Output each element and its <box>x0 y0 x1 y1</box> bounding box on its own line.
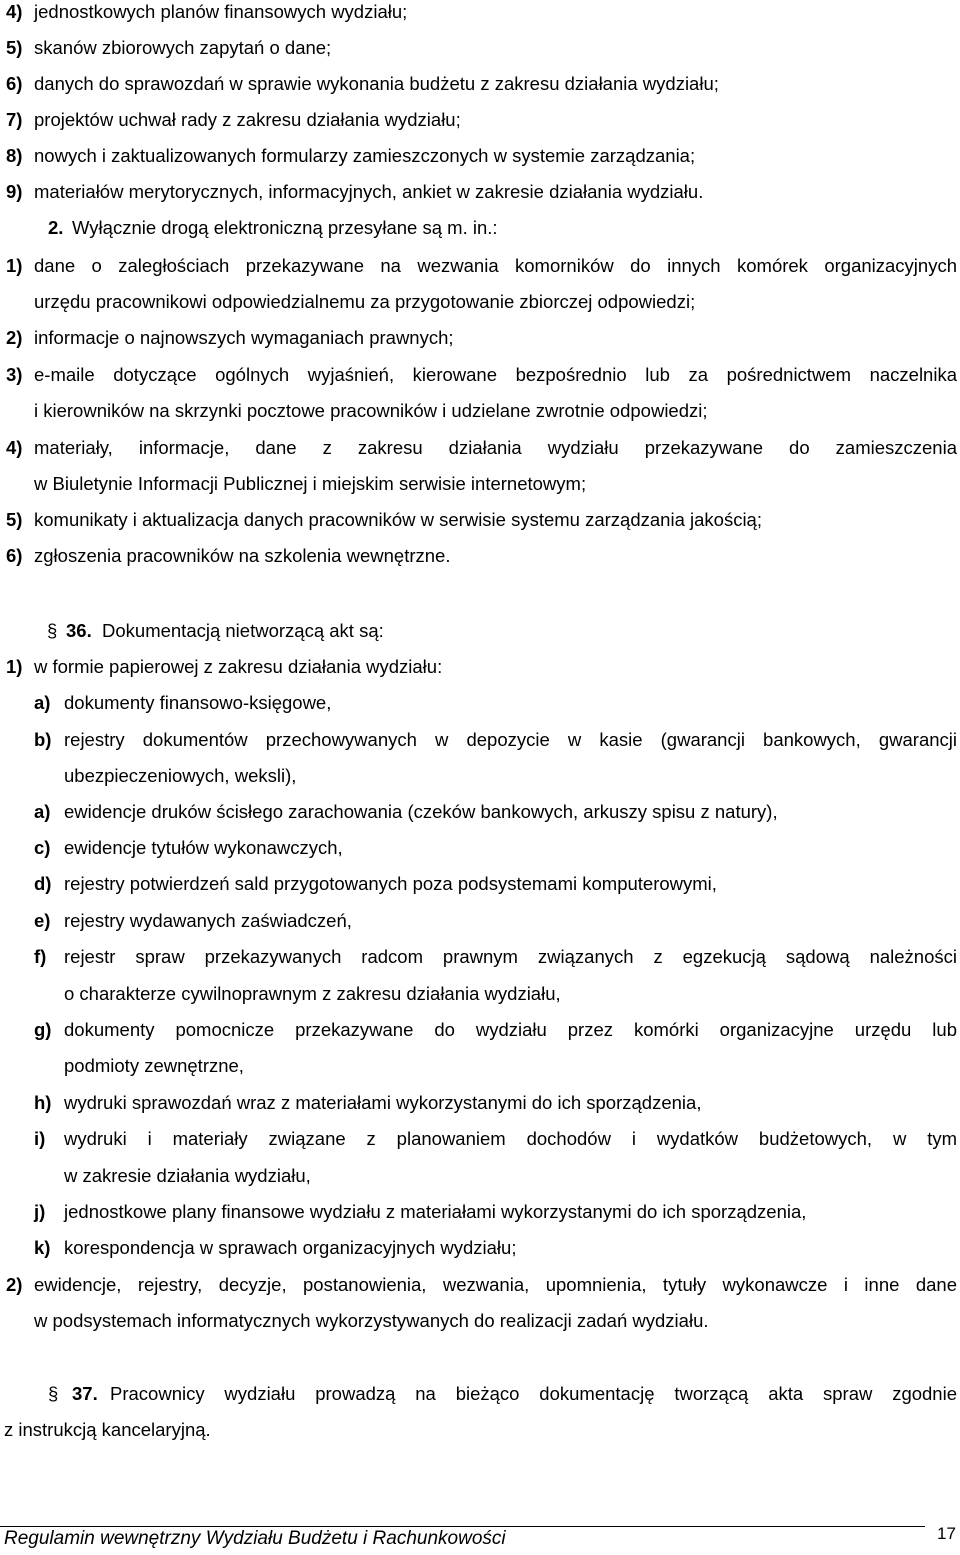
item-number: 9) <box>6 181 23 202</box>
item-number: 6) <box>6 73 23 94</box>
sub-list-item <box>0 801 960 823</box>
item-number: 2) <box>6 1274 23 1295</box>
list-item <box>0 73 960 95</box>
list-item <box>0 545 960 567</box>
item-letter: j) <box>34 1201 46 1222</box>
sub-list-item <box>0 873 960 895</box>
sub-list-item-continuation <box>0 1165 960 1187</box>
list-item <box>0 145 960 167</box>
item-text: dane o zaległościach przekazywane na wezwania komorników do innych komórek organizacyjnych <box>34 255 957 276</box>
sub-list-item <box>0 946 960 968</box>
item-number: 4) <box>6 437 23 458</box>
item-text: rejestry potwierdzeń sald przygotowanych poza podsystemami komputerowymi, <box>64 873 717 894</box>
item-text: korespondencja w sprawach organizacyjnych wydziału; <box>64 1237 517 1258</box>
item-letter: g) <box>34 1019 52 1040</box>
item-text: projektów uchwał rady z zakresu działania wydziału; <box>34 109 461 130</box>
list-item-continuation <box>0 400 960 422</box>
item-text: skanów zbiorowych zapytań o dane; <box>34 37 332 58</box>
item-text: nowych i zaktualizowanych formularzy zamieszczonych w systemie zarządzania; <box>34 145 696 166</box>
item-text: i kierowników na skrzynki pocztowe pracowników i udzielane zwrotnie odpowiedzi; <box>34 400 708 421</box>
item-number: 7) <box>6 109 23 130</box>
item-text: podmioty zewnętrzne, <box>64 1055 244 1076</box>
sub-list-item <box>0 729 960 751</box>
item-text: e-maile dotyczące ogólnych wyjaśnień, kierowane bezpośrednio lub za pośrednictwem naczelnika <box>34 364 957 385</box>
item-text: rejestry dokumentów przechowywanych w depozycie w kasie (gwarancji bankowych, gwarancji <box>64 729 957 750</box>
section-sign: § <box>48 1383 59 1404</box>
sub-list-item <box>0 692 960 714</box>
item-letter: c) <box>34 837 51 858</box>
list-item <box>0 37 960 59</box>
item-text: informacje o najnowszych wymaganiach prawnych; <box>34 327 454 348</box>
list-item <box>0 1 960 23</box>
section-number: 2. <box>48 217 64 238</box>
item-text: materiałów merytorycznych, informacyjnych, ankiet w zakresie działania wydziału. <box>34 181 704 202</box>
item-text: wydruki sprawozdań wraz z materiałami wykorzystanymi do ich sporządzenia, <box>64 1092 702 1113</box>
item-text: ewidencje tytułów wykonawczych, <box>64 837 343 858</box>
item-text: dokumenty pomocnicze przekazywane do wydziału przez komórki organizacyjne urzędu lub <box>64 1019 957 1040</box>
item-text: komunikaty i aktualizacja danych pracowników w serwisie systemu zarządzania jakością; <box>34 509 762 530</box>
paragraph-37 <box>0 1383 960 1405</box>
sub-list-item <box>0 1092 960 1114</box>
list-item <box>0 181 960 203</box>
paragraph-text: z instrukcją kancelaryjną. <box>4 1419 211 1440</box>
item-number: 3) <box>6 364 23 385</box>
item-letter: i) <box>34 1128 46 1149</box>
item-number: 6) <box>6 545 23 566</box>
item-number: 1) <box>6 255 23 276</box>
item-text: ubezpieczeniowych, weksli), <box>64 765 297 786</box>
item-text: rejestr spraw przekazywanych radcom prawnym związanych z egzekucją sądową należności <box>64 946 957 967</box>
item-letter: d) <box>34 873 52 894</box>
item-text: urzędu pracownikowi odpowiedzialnemu za przygotowanie zbiorczej odpowiedzi; <box>34 291 696 312</box>
item-text: w formie papierowej z zakresu działania wydziału: <box>34 656 443 677</box>
footer-title: Regulamin wewnętrzny Wydziału Budżetu i Rachunkowości <box>4 1528 506 1549</box>
item-letter: h) <box>34 1092 52 1113</box>
sub-list-item <box>0 1019 960 1041</box>
item-letter: f) <box>34 946 47 967</box>
item-text: jednostkowych planów finansowych wydziału; <box>34 1 408 22</box>
item-number: 1) <box>6 656 23 677</box>
paragraph-36-heading <box>0 620 960 642</box>
paragraph-number: 37. <box>72 1383 98 1404</box>
sub-list-item-continuation <box>0 1055 960 1077</box>
item-text: jednostkowe plany finansowe wydziału z materiałami wykorzystanymi do ich sporządzenia, <box>64 1201 807 1222</box>
item-number: 4) <box>6 1 23 22</box>
item-text: w zakresie działania wydziału, <box>64 1165 311 1186</box>
item-text: dokumenty finansowo-księgowe, <box>64 692 332 713</box>
section-text: Wyłącznie drogą elektroniczną przesyłane są m. in.: <box>72 217 498 238</box>
list-item <box>0 656 960 678</box>
paragraph-text: Pracownicy wydziału prowadzą na bieżąco dokumentację tworzącą akta spraw zgodnie <box>110 1383 957 1404</box>
item-text: o charakterze cywilnoprawnym z zakresu działania wydziału, <box>64 983 561 1004</box>
sub-list-item <box>0 837 960 859</box>
item-letter: k) <box>34 1237 51 1258</box>
item-letter: a) <box>34 801 51 822</box>
footer-divider <box>0 1526 925 1527</box>
sub-list-item-continuation <box>0 983 960 1005</box>
item-text: materiały, informacje, dane z zakresu działania wydziału przekazywane do zamieszczenia <box>34 437 957 458</box>
paragraph-text: Dokumentacją nietworzącą akt są: <box>102 620 384 641</box>
page-number: 17 <box>937 1524 956 1543</box>
item-letter: b) <box>34 729 52 750</box>
sub-list-item <box>0 1237 960 1259</box>
section-heading <box>0 217 960 239</box>
item-number: 5) <box>6 509 23 530</box>
item-number: 8) <box>6 145 23 166</box>
sub-list-item <box>0 1201 960 1223</box>
list-item-continuation <box>0 1310 960 1332</box>
list-item <box>0 437 960 459</box>
sub-list-item <box>0 910 960 932</box>
list-item <box>0 509 960 531</box>
paragraph-number: 36. <box>66 620 92 641</box>
item-text: rejestry wydawanych zaświadczeń, <box>64 910 352 931</box>
item-number: 2) <box>6 327 23 348</box>
list-item <box>0 1274 960 1296</box>
list-item-continuation <box>0 291 960 313</box>
section-sign: § <box>47 620 58 641</box>
item-number: 5) <box>6 37 23 58</box>
item-text: w podsystemach informatycznych wykorzystywanych do realizacji zadań wydziału. <box>34 1310 709 1331</box>
item-letter: a) <box>34 692 51 713</box>
item-letter: e) <box>34 910 51 931</box>
item-text: zgłoszenia pracowników na szkolenia wewnętrzne. <box>34 545 451 566</box>
list-item <box>0 255 960 277</box>
list-item-continuation <box>0 473 960 495</box>
sub-list-item-continuation <box>0 765 960 787</box>
item-text: danych do sprawozdań w sprawie wykonania budżetu z zakresu działania wydziału; <box>34 73 719 94</box>
list-item <box>0 364 960 386</box>
item-text: ewidencje druków ścisłego zarachowania (czeków bankowych, arkuszy spisu z natury), <box>64 801 778 822</box>
item-text: ewidencje, rejestry, decyzje, postanowienia, wezwania, upomnienia, tytuły wykonawcze i inne dane <box>34 1274 957 1295</box>
item-text: wydruki i materiały związane z planowaniem dochodów i wydatków budżetowych, w tym <box>64 1128 957 1149</box>
paragraph-37-continuation <box>0 1419 960 1441</box>
list-item <box>0 327 960 349</box>
list-item <box>0 109 960 131</box>
item-text: w Biuletynie Informacji Publicznej i miejskim serwisie internetowym; <box>34 473 587 494</box>
sub-list-item <box>0 1128 960 1150</box>
